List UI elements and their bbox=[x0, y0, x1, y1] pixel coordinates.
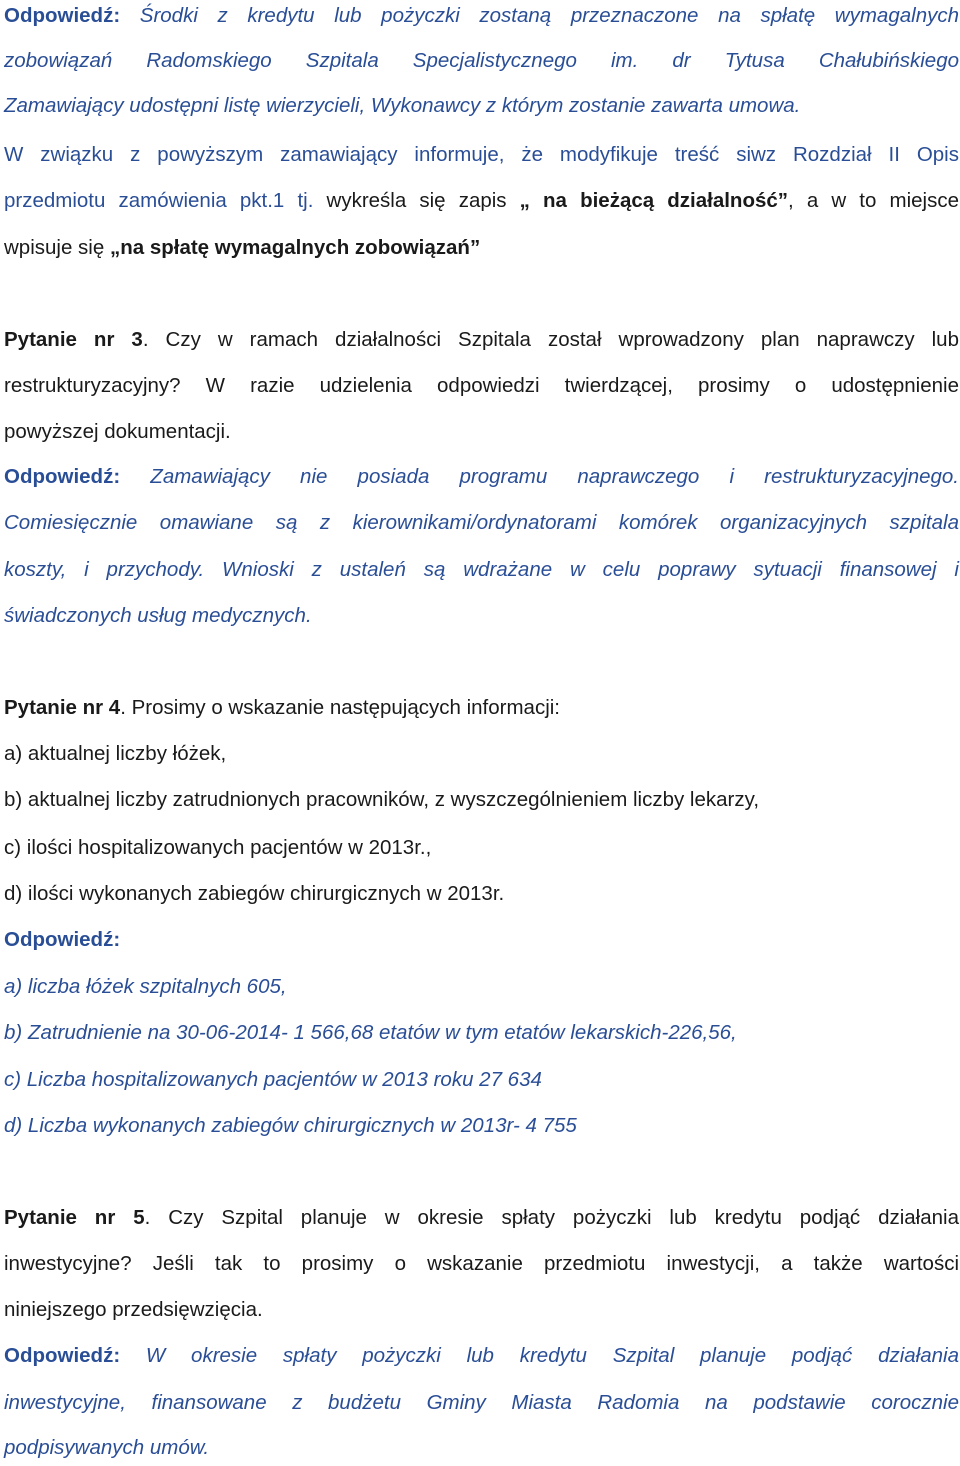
text-segment: inwestycyjne, finansowane z budżetu Gminy Miasta Radomia na podstawie corocznie bbox=[4, 1391, 959, 1414]
text-segment: Środki z kredytu lub pożyczki zostaną przeznaczone na spłatę wymagalnych bbox=[120, 4, 959, 27]
text-segment: . Prosimy o wskazanie następujących informacji: bbox=[120, 696, 561, 719]
modification-line bbox=[4, 141, 959, 169]
text-segment: Zamawiający udostępni listę wierzycieli, Wykonawcy z którym zostanie zawarta umowa. bbox=[4, 94, 801, 117]
text-segment: koszty, i przychody. Wnioski z ustaleń są wdrażane w celu poprawy sytuacji finansowej i bbox=[4, 558, 959, 581]
text-segment: Pytanie nr 4 bbox=[4, 696, 121, 719]
text-segment: . Czy Szpital planuje w okresie spłaty pożyczki lub kredytu podjąć działania bbox=[144, 1206, 959, 1229]
text-segment: a) aktualnej liczby łóżek, bbox=[4, 742, 227, 765]
text-segment: restrukturyzacyjny? W razie udzielenia odpowiedzi twierdzącej, prosimy o udostępnienie bbox=[4, 374, 959, 397]
text-segment: d) Liczba wykonanych zabiegów chirurgicznych w 2013r- 4 755 bbox=[4, 1114, 577, 1137]
text-segment: , a w to miejsce bbox=[788, 189, 959, 212]
answer-2-line bbox=[4, 2, 959, 30]
answer-4-heading bbox=[4, 926, 120, 954]
text-segment: . Czy w ramach działalności Szpitala został wprowadzony plan naprawczy lub bbox=[142, 328, 959, 351]
answer-2-line bbox=[4, 47, 959, 75]
answer-3-line bbox=[4, 556, 959, 584]
question-5-line bbox=[4, 1296, 263, 1324]
text-segment: Pytanie nr 5 bbox=[4, 1206, 145, 1229]
text-segment: przedmiotu zamówienia pkt.1 tj. bbox=[4, 189, 314, 212]
answer-4-item-c bbox=[4, 1066, 542, 1094]
text-segment: Pytanie nr 3 bbox=[4, 328, 143, 351]
question-4-line bbox=[4, 694, 560, 722]
answer-5-line bbox=[4, 1434, 209, 1462]
text-segment: a) liczba łóżek szpitalnych 605, bbox=[4, 975, 287, 998]
text-segment: Odpowiedź: bbox=[4, 928, 121, 951]
text-segment: „na spłatę wymagalnych zobowiązań” bbox=[109, 236, 481, 259]
answer-2-line bbox=[4, 92, 800, 120]
text-segment: inwestycyjne? Jeśli tak to prosimy o wskazanie przedmiotu inwestycji, a także wartości bbox=[4, 1252, 959, 1275]
question-5-line bbox=[4, 1250, 959, 1278]
text-segment: Odpowiedź: bbox=[4, 465, 121, 488]
question-3-line bbox=[4, 326, 959, 354]
answer-4-item-b bbox=[4, 1019, 737, 1047]
text-segment: W okresie spłaty pożyczki lub kredytu Szpital planuje podjąć działania bbox=[120, 1344, 959, 1367]
modification-line bbox=[4, 187, 959, 215]
modification-line bbox=[4, 234, 480, 262]
question-5-line bbox=[4, 1204, 959, 1232]
text-segment: Odpowiedź: bbox=[4, 4, 121, 27]
answer-5-line bbox=[4, 1389, 959, 1417]
answer-3-line bbox=[4, 602, 312, 630]
answer-4-item-d bbox=[4, 1112, 577, 1140]
answer-3-line bbox=[4, 509, 959, 537]
question-3-line bbox=[4, 418, 231, 446]
text-segment: niniejszego przedsięwzięcia. bbox=[4, 1298, 263, 1321]
question-4-item-d bbox=[4, 880, 504, 908]
text-segment: Comiesięcznie omawiane są z kierownikami/ordynatorami komórek organizacyjnych szpitala bbox=[4, 511, 959, 534]
text-segment: powyższej dokumentacji. bbox=[4, 420, 231, 443]
question-4-item-c bbox=[4, 834, 431, 862]
text-segment: d) ilości wykonanych zabiegów chirurgicznych w 2013r. bbox=[4, 882, 505, 905]
answer-4-item-a bbox=[4, 973, 287, 1001]
text-segment: c) Liczba hospitalizowanych pacjentów w 2013 roku 27 634 bbox=[4, 1068, 542, 1091]
text-segment: świadczonych usług medycznych. bbox=[4, 604, 312, 627]
text-segment: b) Zatrudnienie na 30-06-2014- 1 566,68 etatów w tym etatów lekarskich-226,56, bbox=[4, 1021, 737, 1044]
text-segment: zobowiązań Radomskiego Szpitala Specjalistycznego im. dr Tytusa Chałubińskiego bbox=[4, 49, 959, 72]
text-segment: podpisywanych umów. bbox=[4, 1436, 210, 1459]
answer-5-line bbox=[4, 1342, 959, 1370]
text-segment: „ na bieżącą działalność” bbox=[519, 189, 789, 212]
text-segment: b) aktualnej liczby zatrudnionych pracowników, z wyszczególnieniem liczby lekarzy, bbox=[4, 788, 760, 811]
question-3-line bbox=[4, 372, 959, 400]
text-segment: c) ilości hospitalizowanych pacjentów w 2013r., bbox=[4, 836, 432, 859]
text-segment: W związku z powyższym zamawiający informuje, że modyfikuje treść siwz Rozdział II Opis bbox=[4, 143, 959, 166]
question-4-item-a bbox=[4, 740, 226, 768]
text-segment: wykreśla się zapis bbox=[313, 189, 520, 212]
text-segment: Odpowiedź: bbox=[4, 1344, 121, 1367]
question-4-item-b bbox=[4, 786, 759, 814]
text-segment: Zamawiający nie posiada programu naprawczego i restrukturyzacyjnego. bbox=[120, 465, 959, 488]
answer-3-line bbox=[4, 463, 959, 491]
text-segment: wpisuje się bbox=[4, 236, 110, 259]
